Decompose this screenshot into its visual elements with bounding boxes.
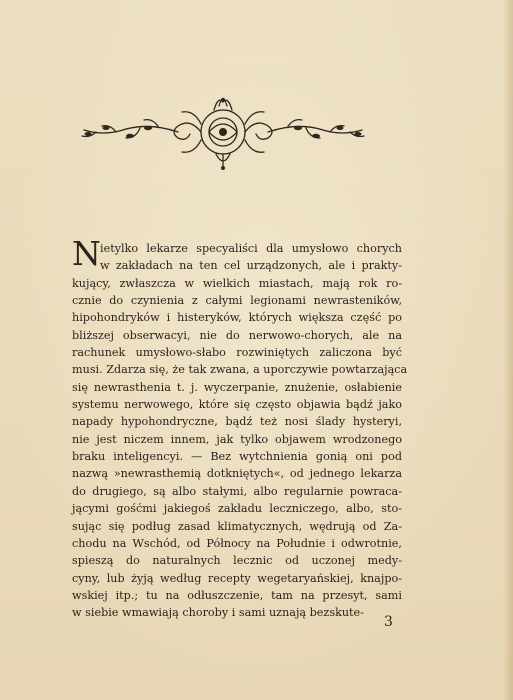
floral-ornament-icon [78, 88, 368, 172]
text-line: ietylko lekarze specyaliści dla umysłowo chorych [100, 242, 402, 255]
text-line: chodu na Wschód, od Północy na Południe i odwrotnie, [72, 536, 402, 550]
page-edge-shadow [503, 0, 513, 700]
text-line: kujący, zwłaszcza w wielkich miastach, mają rok ro- [72, 276, 402, 290]
text-line: sując się podług zasad klimatycznych, wędrują od Za- [72, 519, 402, 533]
text-line: systemu nerwowego, które się często objawia bądź jako [72, 398, 402, 412]
text-line: się newrasthenia t. j. wyczerpanie, znużenie, osłabienie [72, 380, 402, 394]
text-line: bliższej obserwacyi, nie do nerwowo-chorych, ale na [72, 328, 402, 342]
body-text [72, 240, 408, 622]
text-line: cyny, lub żyją według recepty wegetaryańskiej, knajpo- [72, 571, 402, 585]
text-line: w zakładach na ten cel urządzonych, ale i prakty- [100, 259, 402, 273]
text-line: jącymi gośćmi jakiegoś zakładu leczniczego, albo, sto- [72, 502, 402, 516]
text-line: cznie do czynienia z całymi legionami newrasteników, [72, 294, 402, 308]
text-line: napady hypohondryczne, bądź też nosi ślady hysteryi, [72, 415, 402, 429]
text-line: spieszą do naturalnych lecznic od uczonej medy- [72, 554, 402, 568]
page-number: 3 [384, 614, 393, 630]
text-line: musi. Zdarza się, że tak zwana, a uporczywie powtarzająca [72, 363, 408, 377]
text-line: wskiej itp.; tu na odłuszczenie, tam na przesyt, sami [72, 588, 402, 602]
text-line: braku inteligencyi. — Bez wytchnienia gonią oni pod [72, 450, 402, 464]
text-line: hipohondryków i histeryków, których większa część po [72, 311, 402, 325]
text-line: w siebie wmawiają choroby i sami uznają bezskute- [72, 606, 364, 620]
drop-cap: N [72, 234, 101, 273]
text-line: nazwą »newrasthemią dotkniętych«, od jednego lekarza [72, 467, 402, 481]
text-line: do drugiego, są albo stałymi, albo regularnie powraca- [72, 484, 402, 498]
text-line: nie jest niczem innem, jak tylko objawem wrodzonego [72, 432, 402, 446]
text-line: rachunek umysłowo-słabo rozwiniętych zaliczona być [72, 346, 402, 360]
